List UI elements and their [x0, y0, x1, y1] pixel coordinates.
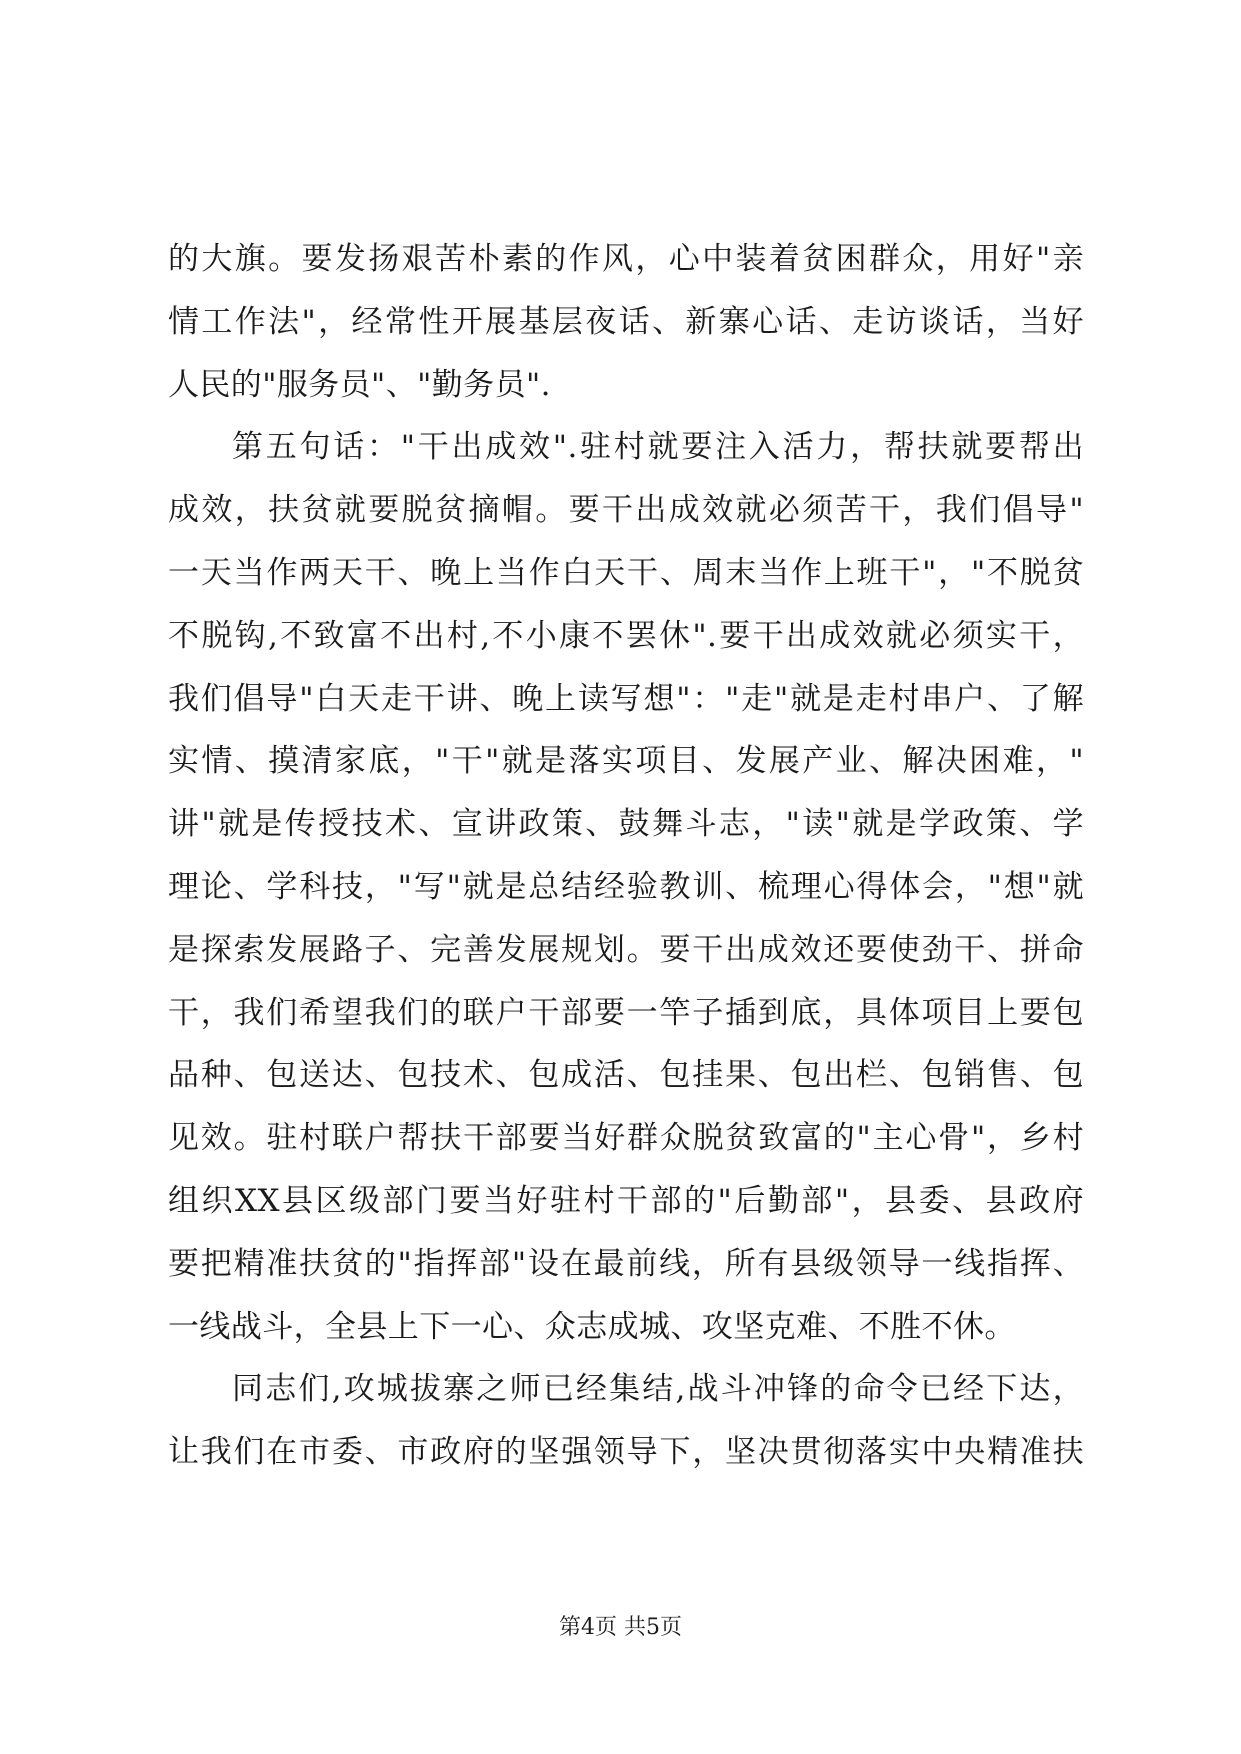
text-line: 让我们在市委、市政府的坚强领导下，坚决贯彻落实中央精准扶 [168, 1434, 1084, 1471]
text-line: 的大旗。要发扬艰苦朴素的作风，心中装着贫困群众，用好"亲 [168, 241, 1084, 277]
text-line: 成效，扶贫就要脱贫摘帽。要干出成效就必须苦干，我们倡导" [168, 492, 1084, 529]
text-line: 组织XX县区级部门要当好驻村干部的"后勤部"，县委、县政府 [168, 1182, 1084, 1219]
text-line: 我们倡导"白天走干讲、晚上读写想"："走"就是走村串户、了解 [168, 680, 1084, 717]
text-line: 要把精准扶贫的"指挥部"设在最前线，所有县级领导一线指挥、 [168, 1245, 1084, 1282]
paragraph-start-line: 同志们,攻城拔寨之师已经集结,战斗冲锋的命令已经下达， [232, 1371, 1084, 1408]
text-line: 不脱钩,不致富不出村,不小康不罢休".要干出成效就必须实干， [168, 617, 1084, 654]
text-line: 人民的"服务员"、"勤务员". [168, 366, 551, 403]
text-line: 干，我们希望我们的联户干部要一竿子插到底，具体项目上要包 [168, 994, 1084, 1031]
text-line: 是探索发展路子、完善发展规划。要干出成效还要使劲干、拼命 [168, 931, 1084, 968]
text-line: 实情、摸清家底，"干"就是落实项目、发展产业、解决困难，" [168, 743, 1084, 780]
text-line: 一天当作两天干、晚上当作白天干、周末当作上班干"，"不脱贫 [168, 554, 1084, 591]
document-body [168, 228, 1084, 1484]
text-line: 讲"就是传授技术、宣讲政策、鼓舞斗志，"读"就是学政策、学 [168, 806, 1084, 843]
text-line: 品种、包送达、包技术、包成活、包挂果、包出栏、包销售、包 [168, 1057, 1084, 1094]
text-line: 理论、学科技，"写"就是总结经验教训、梳理心得体会，"想"就 [168, 868, 1084, 905]
text-line: 情工作法"，经常性开展基层夜话、新寨心话、走访谈话，当好 [168, 303, 1084, 340]
page-number-footer: 第4页 共5页 [559, 1615, 682, 1640]
paragraph-start-line: 第五句话："干出成效".驻村就要注入活力，帮扶就要帮出 [232, 429, 1084, 466]
text-line: 见效。驻村联户帮扶干部要当好群众脱贫致富的"主心骨"，乡村 [168, 1120, 1084, 1157]
text-line: 一线战斗，全县上下一心、众志成城、攻坚克难、不胜不休。 [168, 1308, 1016, 1345]
